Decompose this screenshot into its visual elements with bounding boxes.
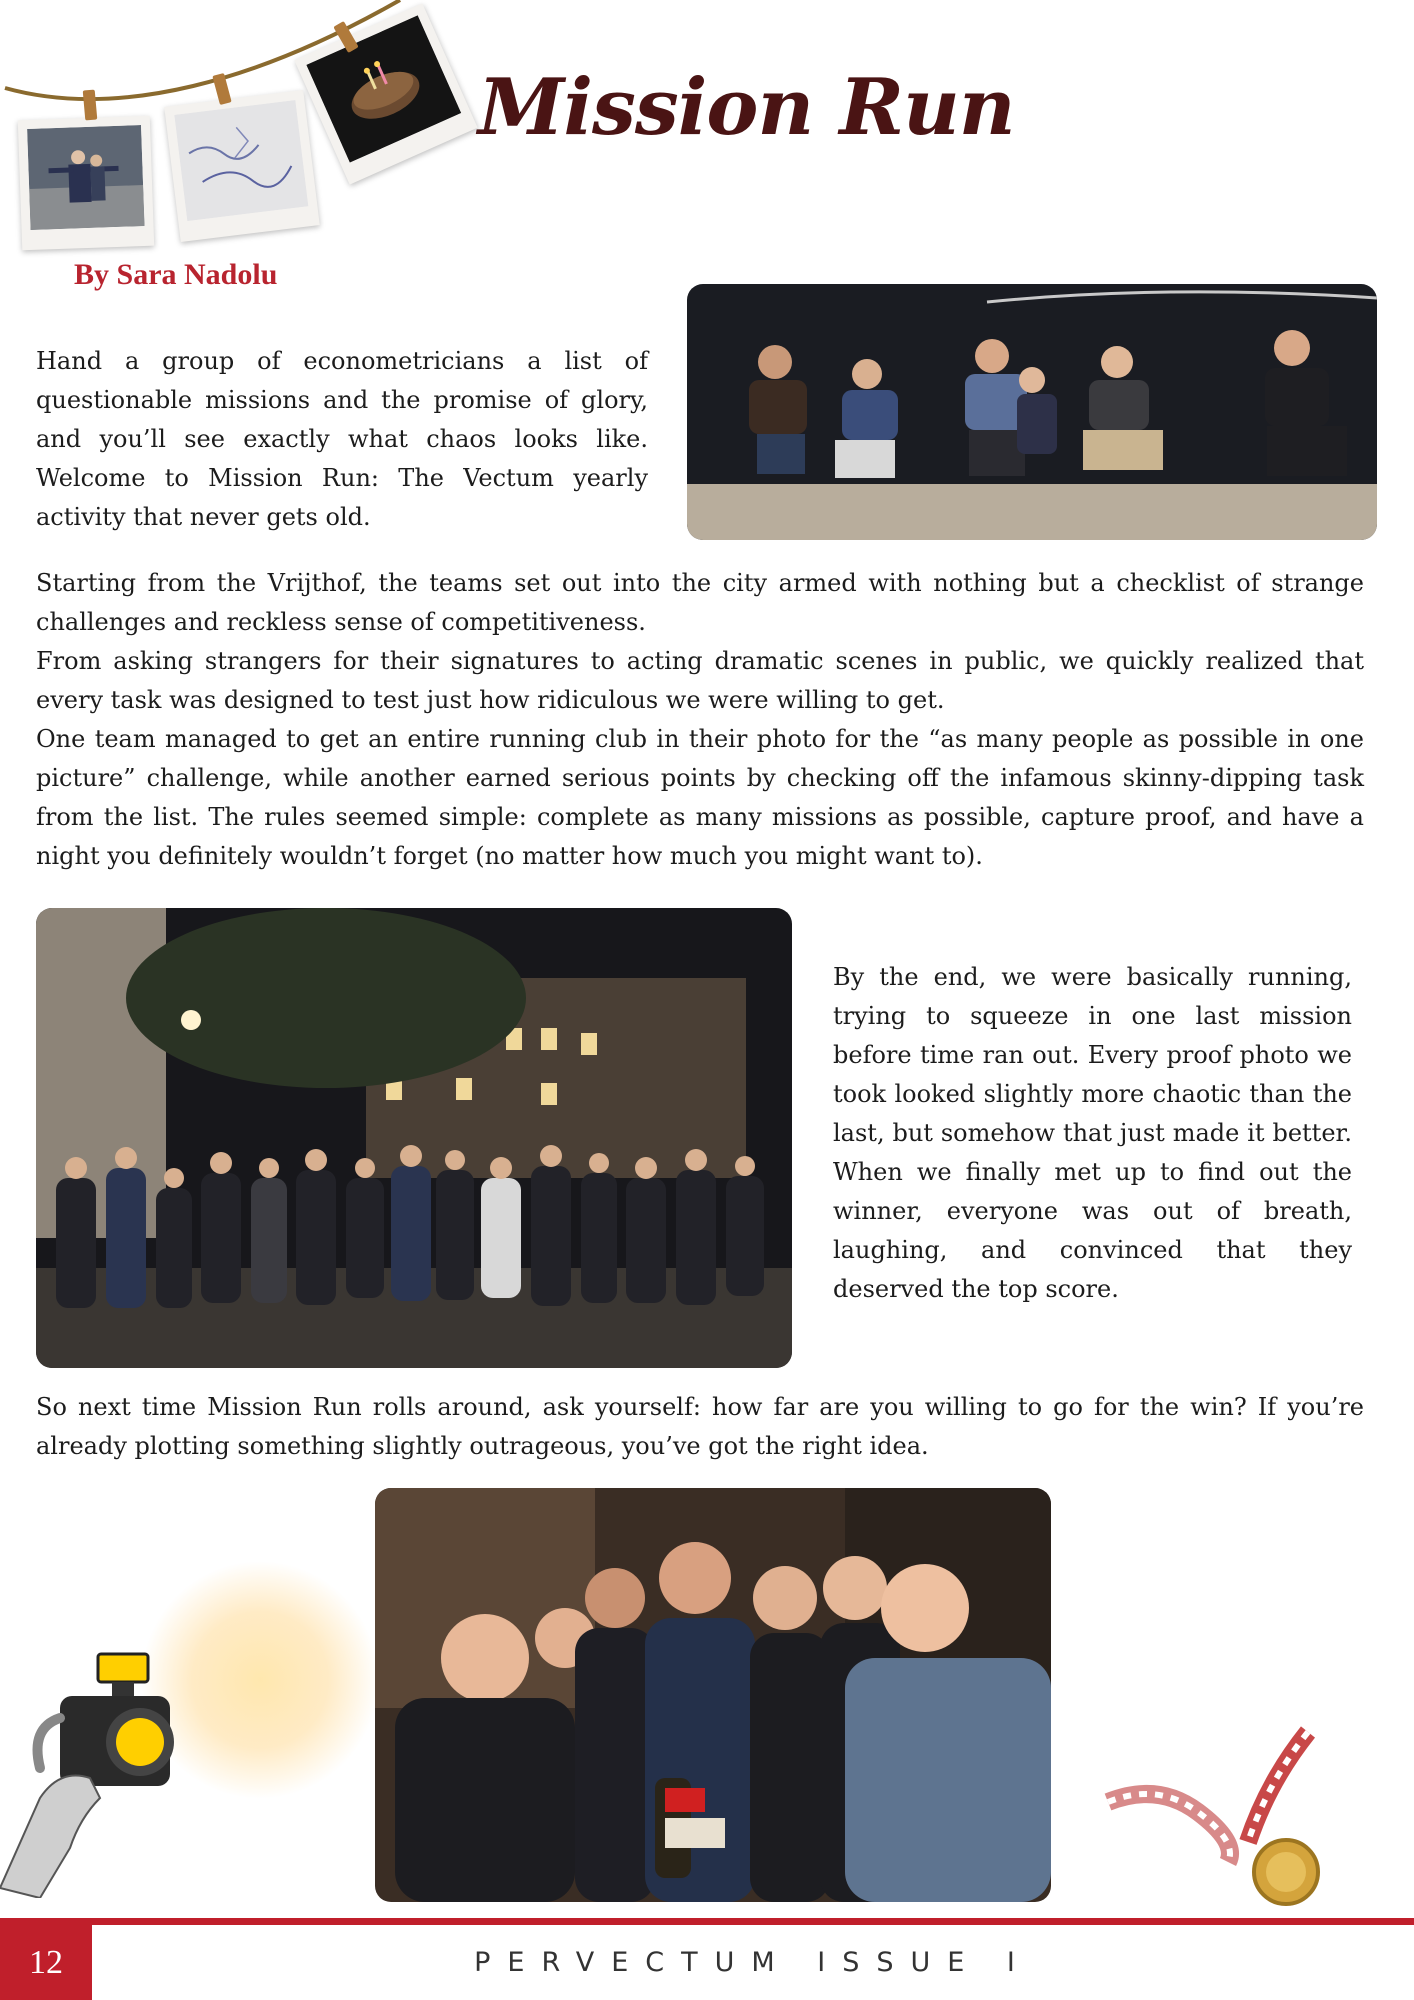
paragraph-strangers: From asking strangers for their signatures to acting dramatic scenes in public, we quickly realized that every task was designed to test just how ridiculous we were willing to get. [36,647,1364,714]
group-crouching-image [687,284,1377,540]
page-number: 12 [0,1925,92,2000]
intro-paragraph: Hand a group of econometricians a list of questionable missions and the promise of glory, and you’ll see exactly what chaos looks like. Welcome to Mission Run: The Vectum yearly activity that never gets old. [36,347,648,531]
photo-winners [375,1488,1051,1902]
paragraph-vrijthof: Starting from the Vrijthof, the teams set out into the city armed with nothing but a checklist of strange challenges and reckless sense of competitiveness. [36,569,1364,636]
photo-group-crouching [687,284,1377,540]
clothespin [83,90,98,121]
publication-name: PERVECTUM ISSUE I [474,1947,1032,1978]
page-title: Mission Run [478,62,1015,153]
photo-group-square [36,908,792,1368]
group-square-image [36,908,792,1368]
footer-rule [0,1918,1414,1925]
paragraph-running-club: One team managed to get an entire running club in their photo for the “as many people as possible in one picture” challenge, while another earned serious points by checking off the infamous skinny-dipping task from the list. The rules seemed simple: complete as many missions as possible, capture proof, and have a night you definitely wouldn’t forget (no matter how much you might want to). [36,725,1364,870]
photo-people-dancing [27,125,144,230]
winners-image [375,1488,1051,1902]
paragraph-closing: So next time Mission Run rolls around, ask yourself: how far are you willing to go for the win? If you’re already plotting something slightly outrageous, you’ve got the right idea. [36,1393,1364,1460]
polaroid-photo-2 [164,90,320,242]
gold-medal-illustration [1098,1722,1338,1912]
photo-signed-paper [174,100,308,221]
polaroid-photo-1 [18,116,154,251]
paragraph-end-of-run: By the end, we were basically running, trying to squeeze in one last mission before time ran out. Every proof photo we took looked slightly more chaotic than the last, but somehow that just made it better. When we finally met up to find out the winner, everyone was out of breath, laughing, and convinced that they deserved the top score. [833,963,1352,1303]
byline: By Sara Nadolu [74,258,278,291]
camera-hand-illustration [0,1648,180,1898]
